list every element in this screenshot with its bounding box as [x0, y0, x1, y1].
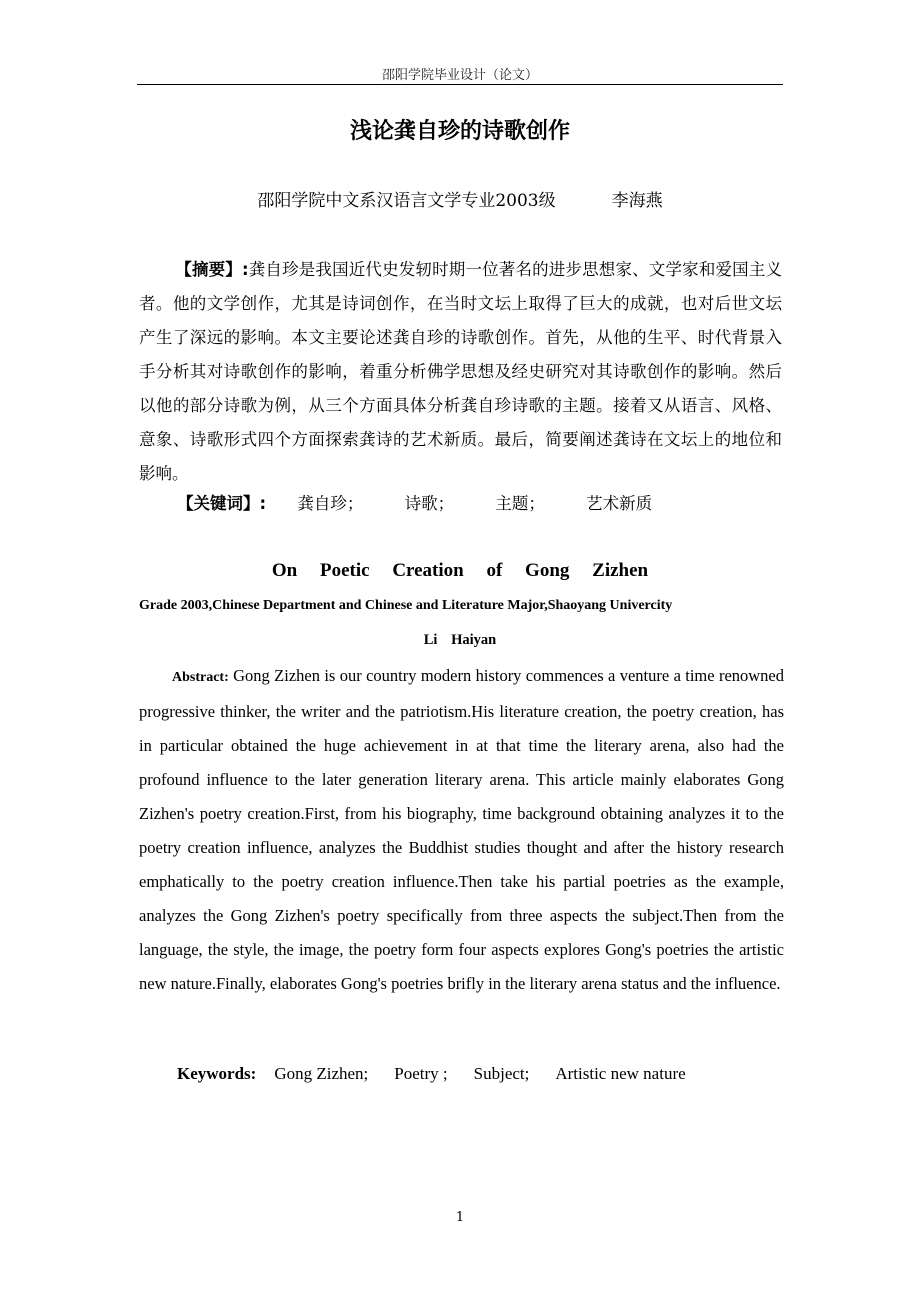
keyword-cn-item: 艺术新质 — [586, 494, 653, 513]
author-name-english: Li Haiyan — [423, 632, 497, 648]
keyword-en-item: Poetry ; — [394, 1064, 448, 1083]
header-divider — [137, 84, 783, 85]
page-number: 1 — [455, 1210, 465, 1225]
keyword-cn-item: 诗歌； — [404, 494, 455, 513]
abstract-en-body: Gong Zizhen is our country modern history commences a venture a time renowned progressive thinker, the writer and the patriotism.His literature creation, the poetry creation, has in particular obtained the huge achievement in at that time the literary arena, also had the profound influence to the later generation literary arena. This article mainly elaborates Gong Zizhen's poetry creation.First, from his biography, time background obtaining analyzes it to the poetry creation influence, analyzes the Buddhist studies thought and after the history research emphatically to the poetry creation influence.Then take his partial poetries as the example, analyzes the Gong Zizhen's poetry specifically from three aspects the subject.Then from the language, the style, the image, the poetry form four aspects explores Gong's poetries the artistic new nature.Finally, elaborates Gong's poetries brifly in the literary arena status and the influence. — [139, 666, 785, 993]
keyword-en-item: Subject; — [473, 1064, 530, 1083]
keyword-cn-item: 主题； — [495, 494, 545, 513]
keywords-chinese — [177, 490, 688, 514]
keyword-en-item: Gong Zizhen; — [274, 1064, 369, 1083]
author-name: 李海燕 — [611, 191, 663, 211]
abstract-chinese — [139, 253, 782, 491]
paper-title: 浅论龚自珍的诗歌创作 — [349, 119, 570, 144]
keyword-en-item: Artistic new nature — [555, 1064, 686, 1083]
abstract-english — [139, 659, 784, 1001]
abstract-en-label: Abstract: — [172, 670, 229, 685]
keywords-en-label: Keywords: — [177, 1064, 257, 1083]
abstract-cn-body: 龚自珍是我国近代史发轫时期一位著名的进步思想家、文学家和爱国主义者。他的文学创作，尤其是诗词创作，在当时文坛上取得了巨大的成就，也对后世文坛产生了深远的影响。本文主要论述龚自珍的诗歌创作。首先，从他的生平、时代背景入手分析其对诗歌创作的影响，着重分析佛学思想及经史研究对其诗歌创作的影响。然后以他的部分诗歌为例，从三个方面具体分析龚自珍诗歌的主题。接着又从语言、风格、意象、诗歌形式四个方面探索龚诗的艺术新质。最后，简要阐述龚诗在文坛上的地位和影响。 — [139, 260, 782, 483]
keywords-english — [177, 1064, 712, 1084]
byline — [0, 186, 920, 211]
author-affiliation-english: Grade 2003,Chinese Department and Chinese and Literature Major,Shaoyang Univercity — [139, 598, 673, 613]
keyword-cn-item: 龚自珍； — [297, 494, 364, 513]
abstract-cn-label: 【摘要】: — [175, 260, 249, 279]
running-header: 邵阳学院毕业设计（论文） — [381, 68, 538, 83]
paper-title-english: On Poetic Creation of Gong Zizhen — [271, 560, 649, 581]
author-affiliation: 邵阳学院中文系汉语言文学专业2003级 — [257, 191, 556, 211]
keywords-cn-label: 【关键词】: — [177, 494, 267, 513]
